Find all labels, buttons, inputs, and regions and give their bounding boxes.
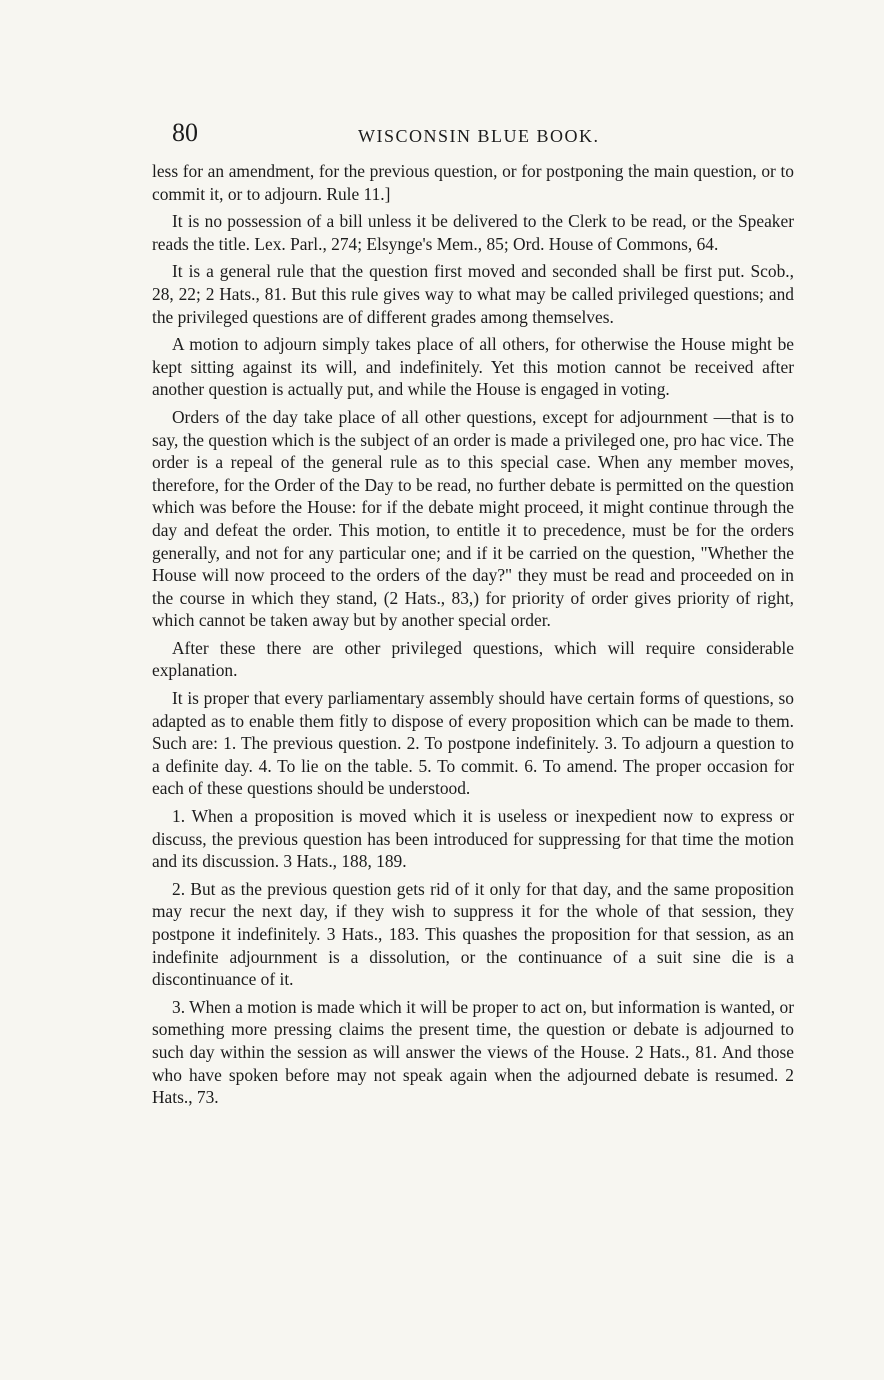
paragraph-10: 3. When a motion is made which it will be proper to act on, but information is wanted, or something more pressing claims the present time, the question or debate is adjourned to such day within the session as will answer the views of the House. 2 Hats., 81. And those who have spoken before may not speak again when the adjourned debate is resumed. 2 Hats., 73. xyxy=(152,996,794,1108)
paragraph-5: Orders of the day take place of all other questions, except for adjournment —that is to say, the question which is the subject of an order is made a privileged one, pro hac vice. The order is a repeal of the general rule as to this special case. When any member moves, therefore, for the Order of the Day to be read, no further debate is permitted on the question which was before the House: for if the debate might proceed, it might continue through the day and defeat the order. This motion, to entitle it to precedence, must be for the orders generally, and not for any particular one; and if it be carried on the question, "Whether the House will now proceed to the orders of the day?" they must be read and proceeded on in the course in which they stand, (2 Hats., 83,) for priority of order gives priority of right, which cannot be taken away but by another special order. xyxy=(152,406,794,631)
paragraph-8: 1. When a proposition is moved which it is useless or inexpedient now to express or discuss, the previous question has been introduced for suppressing for that time the motion and its discussion. 3 Hats., 188, 189. xyxy=(152,806,794,872)
body-text xyxy=(152,160,794,1114)
paragraph-2: It is no possession of a bill unless it be delivered to the Clerk to be read, or the Speaker reads the title. Lex. Parl., 274; Elsynge's Mem., 85; Ord. House of Commons, 64. xyxy=(152,211,794,254)
paragraph-1: less for an amendment, for the previous question, or for postponing the main question, or to commit it, or to adjourn. Rule 11.] xyxy=(152,161,794,204)
page-header xyxy=(172,118,792,152)
page-number: 80 xyxy=(172,118,198,147)
paragraph-9: 2. But as the previous question gets rid of it only for that day, and the same proposition may recur the next day, if they wish to suppress it for the whole of that session, they postpone it indefinitely. 3 Hats., 183. This quashes the proposition for that session, as an indefinite adjournment is a dissolution, or the continuance of a suit sine die is a discontinuance of it. xyxy=(152,878,794,990)
paragraph-3: It is a general rule that the question first moved and seconded shall be first put. Scob., 28, 22; 2 Hats., 81. But this rule gives way to what may be called privileged questions; and the privileged questions are of different grades among themselves. xyxy=(152,261,794,327)
paragraph-7: It is proper that every parliamentary assembly should have certain forms of questions, so adapted as to enable them fitly to dispose of every proposition which can be made to them. Such are: 1. The previous question. 2. To postpone indefinitely. 3. To adjourn a question to a definite day. 4. To lie on the table. 5. To commit. 6. To amend. The proper occasion for each of these questions should be understood. xyxy=(152,688,794,799)
paragraph-4: A motion to adjourn simply takes place of all others, for otherwise the House might be kept sitting against its will, and indefinitely. Yet this motion cannot be received after another question is actually put, and while the House is engaged in voting. xyxy=(152,334,794,400)
paragraph-6: After these there are other privileged questions, which will require considerable explanation. xyxy=(152,637,794,681)
running-title: WISCONSIN BLUE BOOK. xyxy=(358,126,600,146)
